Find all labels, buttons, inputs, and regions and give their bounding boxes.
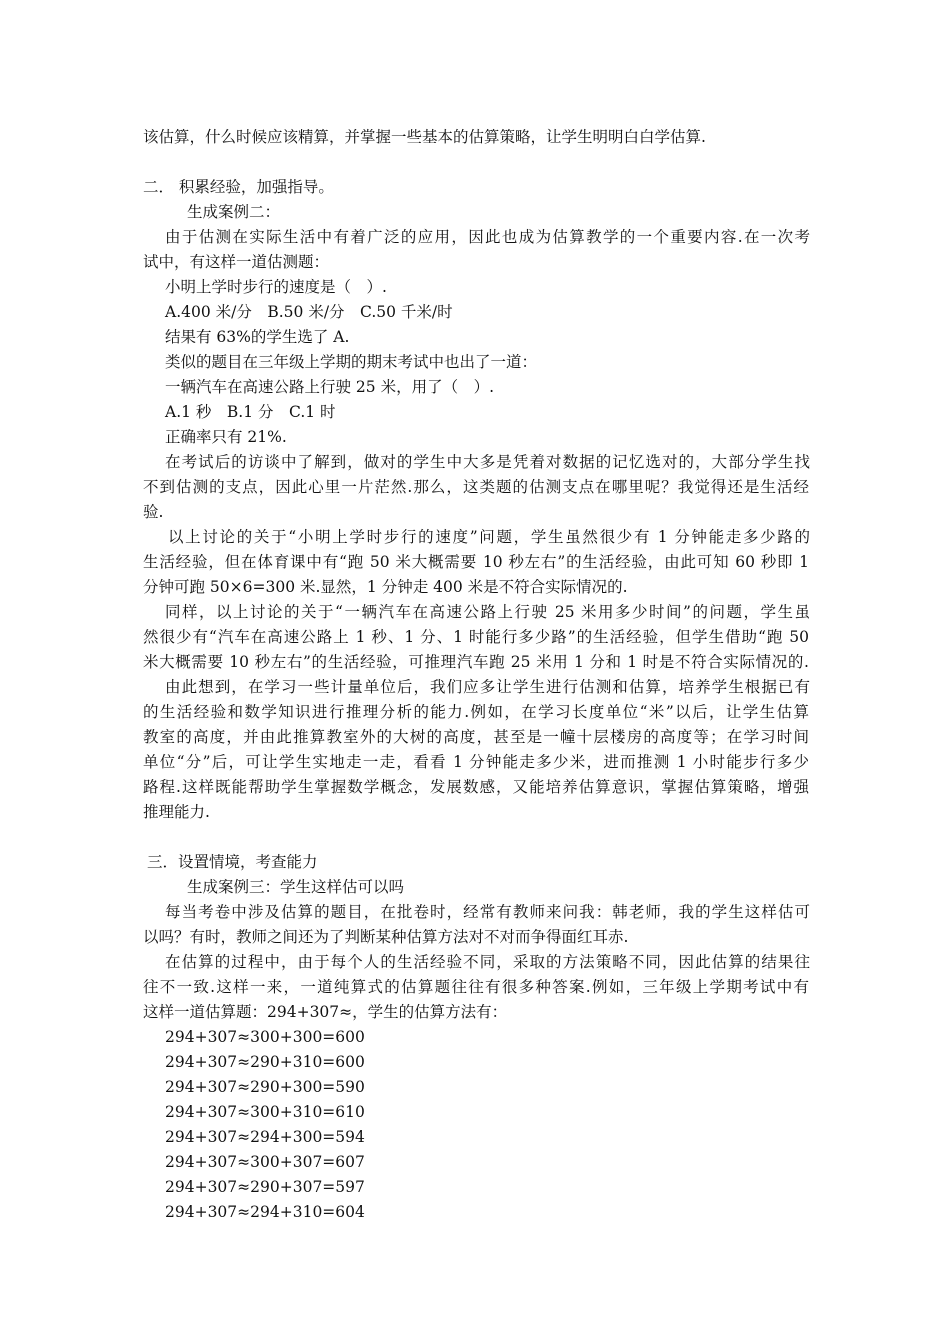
equation-line: 294+307≈300+300=600 bbox=[165, 1028, 365, 1046]
paragraph-line: 由于估测在实际生活中有着广泛的应用，因此也成为估算教学的一个重要内容.在一次考 bbox=[165, 228, 810, 246]
section-heading: 三．设置情境，考查能力 bbox=[147, 853, 318, 871]
paragraph-line: 验. bbox=[143, 503, 164, 521]
paragraph-line: 分钟可跑 50×6=300 米.显然，1 分钟走 400 米是不符合实际情况的. bbox=[143, 578, 628, 596]
paragraph-line: 单位“分”后，可让学生实地走一走，看看 1 分钟能走多少米，进而推测 1 小时能步行多少 bbox=[143, 753, 809, 771]
paragraph-line: 的生活经验和数学知识进行推理分析的能力.例如，在学习长度单位“米”以后，让学生估算 bbox=[143, 703, 809, 721]
paragraph-line: 正确率只有 21%. bbox=[165, 428, 287, 446]
paragraph-line: 米大概需要 10 秒左右”的生活经验，可推理汽车跑 25 米用 1 分和 1 时是不符合实际情况的. bbox=[143, 653, 809, 671]
paragraph-line: 试中，有这样一道估测题： bbox=[143, 253, 330, 271]
equation-line: 294+307≈294+310=604 bbox=[165, 1203, 365, 1221]
paragraph-line: 在考试后的访谈中了解到，做对的学生中大多是凭着对数据的记忆选对的，大部分学生找 bbox=[165, 453, 810, 471]
options-line: A.1 秒 B.1 分 C.1 时 bbox=[165, 403, 336, 421]
paragraph-line: 结果有 63%的学生选了 A. bbox=[165, 328, 350, 346]
paragraph-line: 路程.这样既能帮助学生掌握数学概念，发展数感，又能培养估算意识，掌握估算策略，增强 bbox=[143, 778, 809, 796]
paragraph-line: 教室的高度，并由此推算教室外的大树的高度，甚至是一幢十层楼房的高度等；在学习时间 bbox=[143, 728, 809, 746]
paragraph-line: 推理能力. bbox=[143, 803, 210, 821]
paragraph-line: 往不一致.这样一来，一道纯算式的估算题往往有很多种答案.例如，三年级上学期考试中有 bbox=[143, 978, 809, 996]
paragraph-line: 以吗？有时，教师之间还为了判断某种估算方法对不对而争得面红耳赤. bbox=[143, 928, 629, 946]
paragraph-line: 生活经验，但在体育课中有“跑 50 米大概需要 10 秒左右”的生活经验，由此可知 60 秒即 1 bbox=[143, 553, 809, 571]
case-heading: 生成案例二： bbox=[187, 203, 281, 221]
equation-line: 294+307≈294+300=594 bbox=[165, 1128, 365, 1146]
equation-line: 294+307≈290+307=597 bbox=[165, 1178, 365, 1196]
paragraph-line: 类似的题目在三年级上学期的期末考试中也出了一道： bbox=[165, 353, 538, 371]
equation-line: 294+307≈290+300=590 bbox=[165, 1078, 365, 1096]
question-line: 小明上学时步行的速度是（ ）. bbox=[165, 278, 387, 296]
paragraph-line: 然很少有“汽车在高速公路上 1 秒、1 分、1 时能行多少路”的生活经验，但学生借助“跑 50 bbox=[143, 628, 809, 646]
paragraph-line: 在估算的过程中，由于每个人的生活经验不同，采取的方法策略不同，因此估算的结果往 bbox=[165, 953, 810, 971]
equation-line: 294+307≈300+310=610 bbox=[165, 1103, 365, 1121]
section-heading: 二． 积累经验，加强指导。 bbox=[143, 178, 334, 196]
options-line: A.400 米/分 B.50 米/分 C.50 千米/时 bbox=[165, 303, 453, 321]
case-heading: 生成案例三：学生这样估可以吗 bbox=[187, 878, 405, 896]
question-line: 一辆汽车在高速公路上行驶 25 米，用了（ ）. bbox=[165, 378, 495, 396]
equation-line: 294+307≈300+307=607 bbox=[165, 1153, 365, 1171]
paragraph-line: 这样一道估算题：294+307≈，学生的估算方法有： bbox=[143, 1003, 508, 1021]
paragraph-line: 不到估测的支点，因此心里一片茫然.那么，这类题的估测支点在哪里呢？我觉得还是生活经 bbox=[143, 478, 809, 496]
paragraph-line: 由此想到，在学习一些计量单位后，我们应多让学生进行估测和估算，培养学生根据已有 bbox=[165, 678, 810, 696]
paragraph-line: 以上讨论的关于“小明上学时步行的速度”问题，学生虽然很少有 1 分钟能走多少路的 bbox=[168, 528, 810, 546]
paragraph-line: 该估算，什么时候应该精算，并掌握一些基本的估算策略，让学生明明白白学估算. bbox=[143, 128, 706, 146]
equation-line: 294+307≈290+310=600 bbox=[165, 1053, 365, 1071]
paragraph-line: 每当考卷中涉及估算的题目，在批卷时，经常有教师来问我：韩老师，我的学生这样估可 bbox=[165, 903, 810, 921]
paragraph-line: 同样，以上讨论的关于“一辆汽车在高速公路上行驶 25 米用多少时间”的问题，学生虽 bbox=[165, 603, 810, 621]
